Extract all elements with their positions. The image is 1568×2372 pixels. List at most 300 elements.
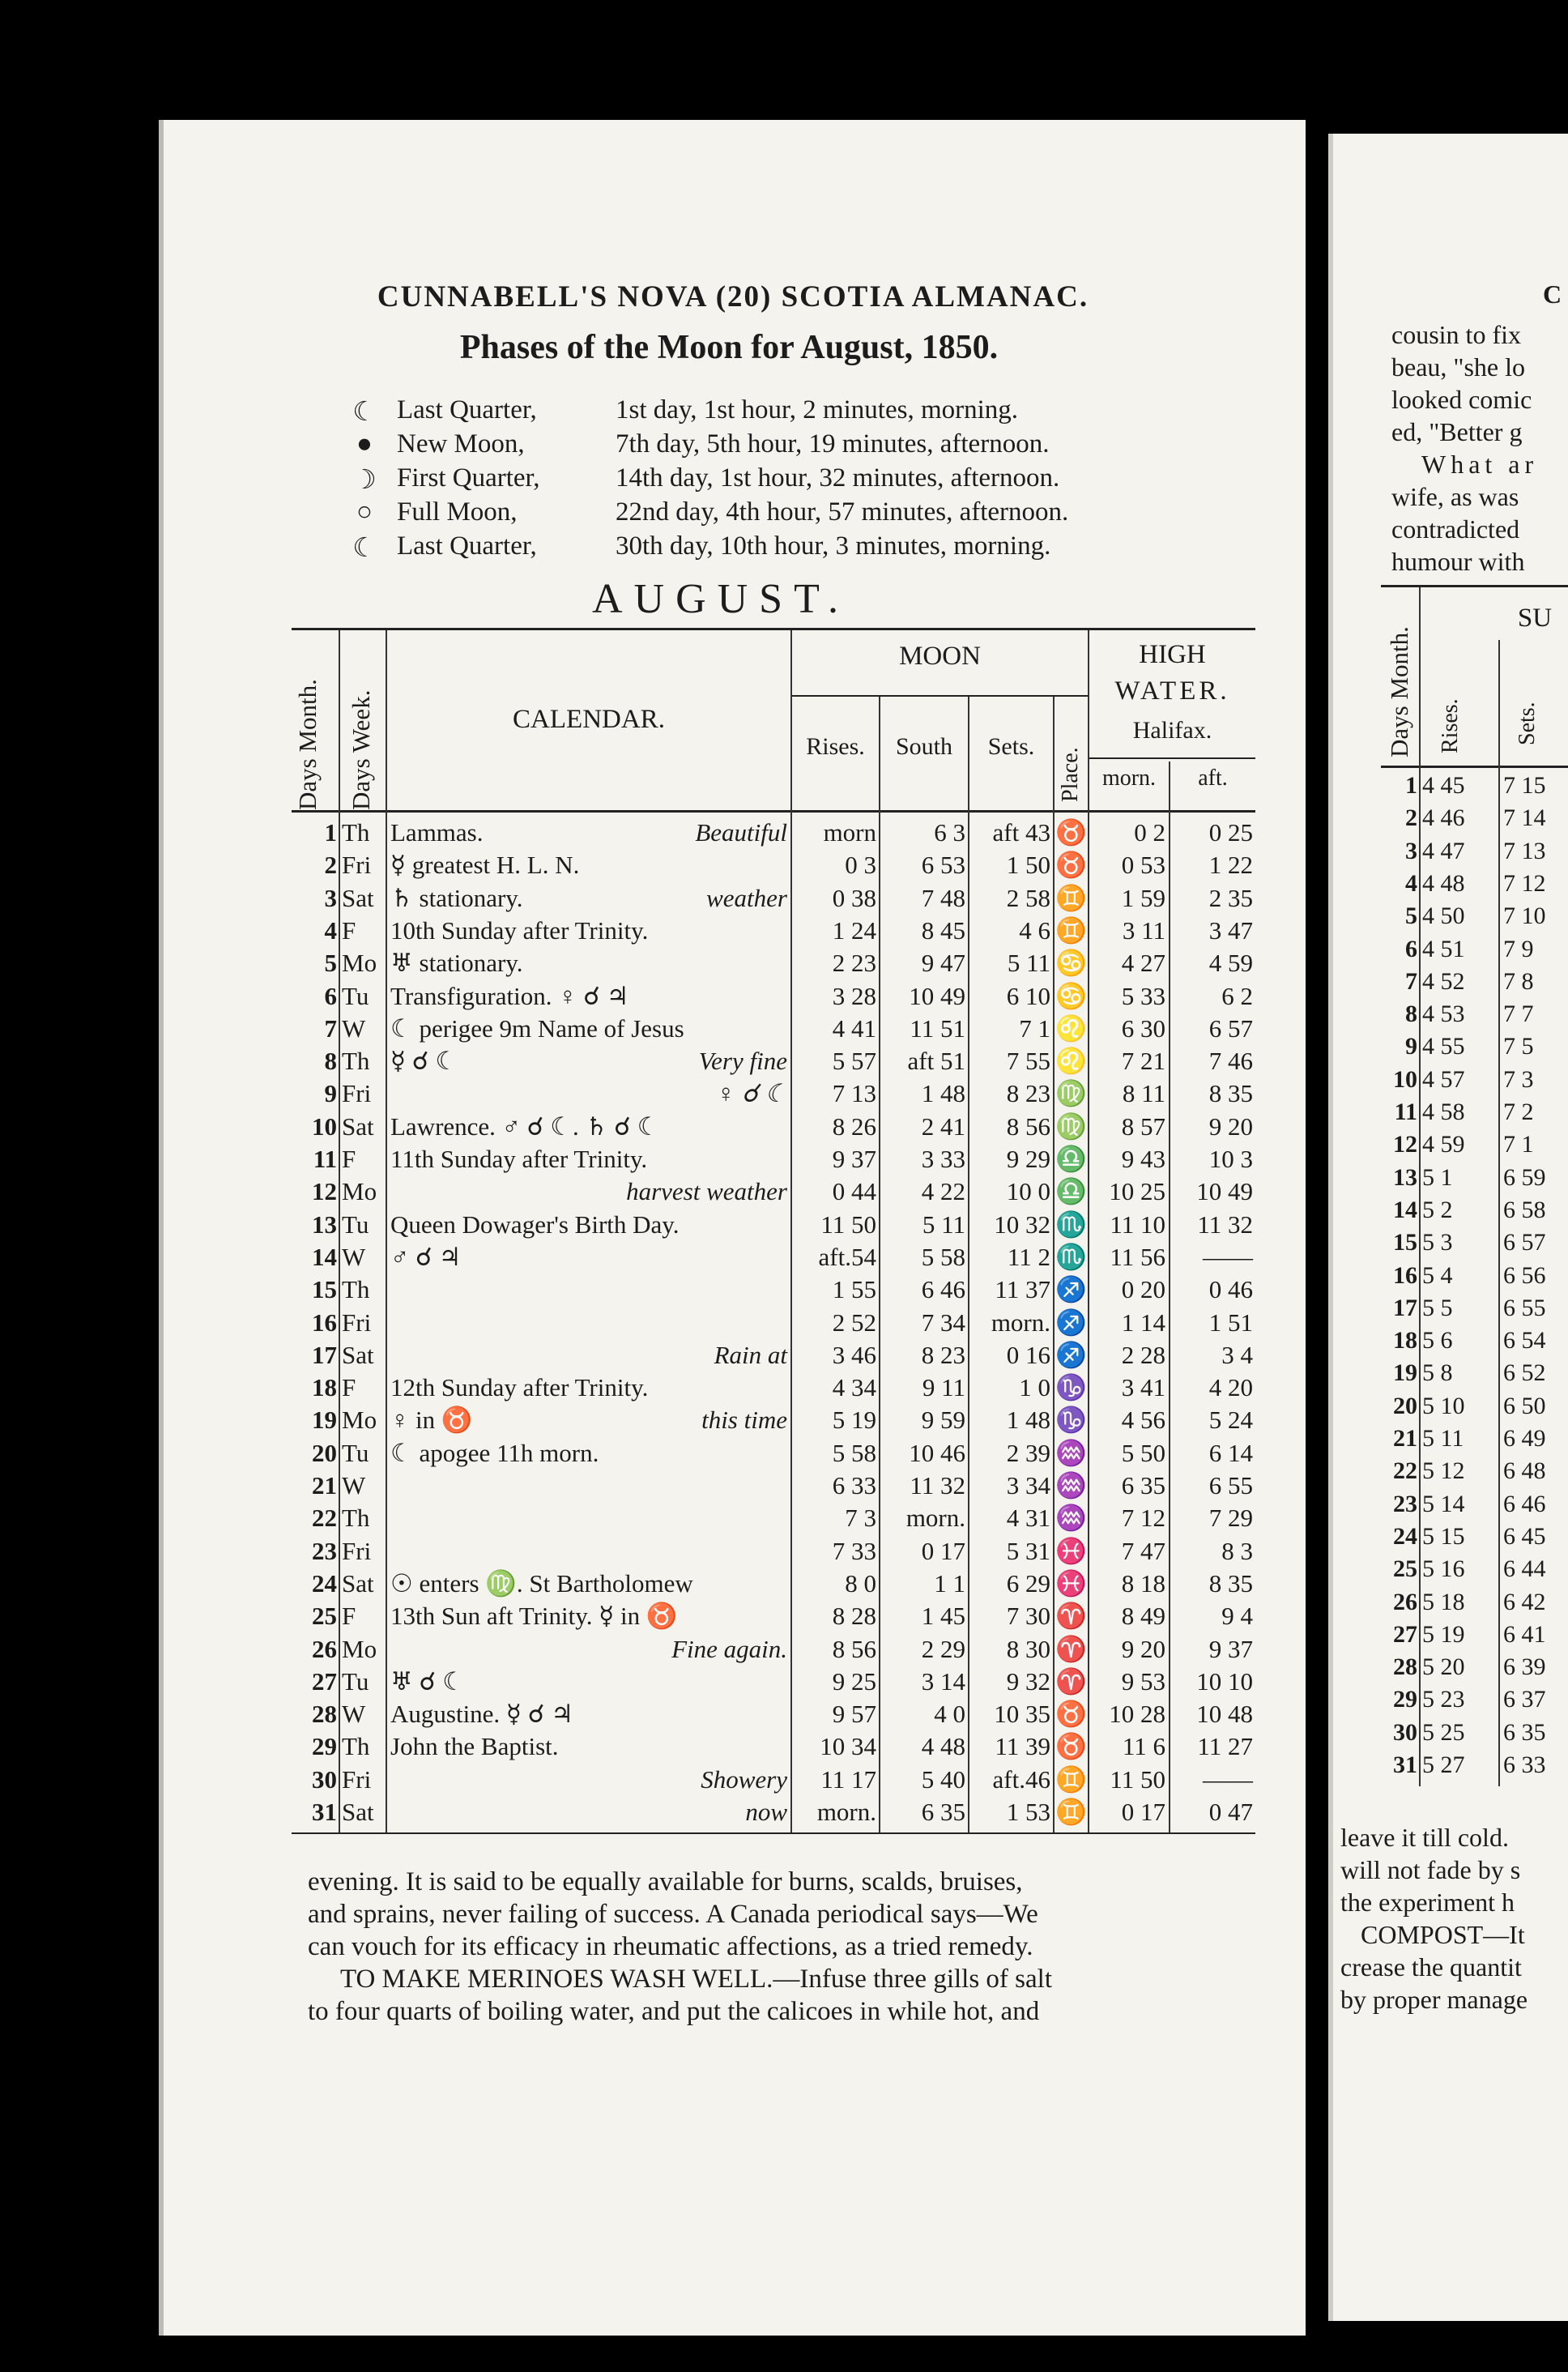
day-of-week: Mo xyxy=(342,949,377,978)
right-text-line: by proper manage xyxy=(1340,1985,1528,2014)
calendar-entry: 10th Sunday after Trinity. xyxy=(390,915,649,945)
high-water-morn: 0 53 xyxy=(1121,851,1165,880)
moon-rises: 8 56 xyxy=(832,1634,876,1663)
right-rises-header: Rises. xyxy=(1438,698,1463,753)
high-water-aft: 9 4 xyxy=(1221,1602,1253,1631)
calendar-entry: Augustine. ☿ ☌ ♃ xyxy=(390,1700,574,1729)
south-header: South xyxy=(895,733,953,760)
moon-place-sign: ♍ xyxy=(1055,1079,1087,1108)
sun-sets: 6 54 xyxy=(1503,1327,1546,1355)
calendar-entry: ♅ ☌ ☾ xyxy=(390,1666,465,1696)
moon-place-sign: ♎ xyxy=(1055,1177,1087,1206)
moon-rises: 9 37 xyxy=(832,1145,876,1173)
moon-south: 2 41 xyxy=(921,1111,965,1141)
high-water-morn: 8 49 xyxy=(1121,1602,1165,1631)
day-of-week: Fri xyxy=(342,1536,372,1565)
day-of-week: W xyxy=(342,1471,366,1500)
sun-rises: 4 50 xyxy=(1422,902,1465,930)
weather-note: harvest weather xyxy=(626,1177,787,1206)
right-day: 30 xyxy=(1393,1718,1417,1746)
right-day: 24 xyxy=(1393,1522,1417,1550)
sun-sets: 6 52 xyxy=(1503,1359,1546,1387)
moon-place-sign: ♏ xyxy=(1055,1209,1087,1239)
moon-place-sign: ♎ xyxy=(1055,1145,1087,1173)
moon-south: 9 11 xyxy=(922,1373,965,1402)
right-day: 2 xyxy=(1405,804,1417,832)
high-water-morn: 7 21 xyxy=(1121,1047,1165,1076)
last-quarter-icon: ☾ xyxy=(352,398,377,427)
moon-south: 7 34 xyxy=(921,1308,965,1337)
high-water-aft: 9 20 xyxy=(1208,1111,1253,1141)
moon-place-sign: ♊ xyxy=(1055,915,1087,945)
moon-south: 4 48 xyxy=(921,1732,965,1761)
sun-rises: 5 4 xyxy=(1422,1261,1453,1289)
high-water-aft: 10 3 xyxy=(1208,1145,1253,1173)
day-of-month: 28 xyxy=(312,1700,337,1729)
day-of-month: 29 xyxy=(312,1732,337,1761)
high-water-morn: 9 53 xyxy=(1121,1666,1165,1696)
moon-place-sign: ♒ xyxy=(1055,1438,1087,1467)
footer-line: evening. It is said to be equally available for burns, scalds, bruises, xyxy=(308,1867,1023,1896)
moon-sets: aft 43 xyxy=(992,818,1050,847)
moon-sets: 7 55 xyxy=(1006,1047,1050,1076)
sun-rises: 4 57 xyxy=(1422,1065,1465,1093)
moon-place-sign: ♓ xyxy=(1055,1568,1087,1598)
calendar-entry: ♅ stationary. xyxy=(390,949,523,978)
right-day: 19 xyxy=(1393,1359,1417,1387)
right-day: 11 xyxy=(1394,1099,1417,1125)
high-header: HIGH xyxy=(1139,640,1206,669)
moon-rises: 11 50 xyxy=(820,1209,876,1239)
month-title: AUGUST. xyxy=(591,576,850,622)
column-divider xyxy=(968,697,969,1832)
sun-sets: 7 8 xyxy=(1503,967,1534,995)
moon-place-sign: ♑ xyxy=(1055,1406,1087,1435)
calendar-entry: ☾ apogee 11h morn. xyxy=(390,1438,599,1467)
moon-south: 6 53 xyxy=(921,851,965,880)
right-text-line: looked comic xyxy=(1391,385,1532,414)
moon-south: 10 46 xyxy=(909,1438,965,1467)
moon-rises: 10 34 xyxy=(820,1732,876,1761)
high-water-morn: 11 10 xyxy=(1110,1209,1165,1239)
moon-sets: aft.46 xyxy=(992,1764,1050,1794)
moon-south: 11 51 xyxy=(910,1013,965,1043)
weather-note: Very fine xyxy=(698,1047,787,1076)
moon-rises: 8 28 xyxy=(832,1602,876,1631)
sun-rises: 5 23 xyxy=(1422,1686,1465,1713)
sun-rises: 5 2 xyxy=(1422,1196,1453,1223)
high-water-morn: 0 20 xyxy=(1121,1275,1165,1304)
day-of-month: 21 xyxy=(312,1471,337,1500)
moon-rises: 0 3 xyxy=(845,851,876,880)
moon-south: 6 46 xyxy=(921,1275,965,1304)
phase-name: Last Quarter, xyxy=(397,395,537,424)
moon-place-sign: ♉ xyxy=(1055,851,1087,880)
sun-rises: 4 53 xyxy=(1422,1000,1465,1028)
high-water-aft: 9 37 xyxy=(1208,1634,1253,1663)
day-of-week: Fri xyxy=(342,1079,372,1108)
moon-rises: 11 17 xyxy=(820,1764,876,1794)
day-of-month: 9 xyxy=(324,1079,337,1108)
high-water-morn: 5 50 xyxy=(1121,1438,1165,1467)
moon-rises: 3 46 xyxy=(832,1340,876,1369)
weather-note: Rain at xyxy=(714,1340,787,1369)
sun-rises: 4 55 xyxy=(1422,1033,1465,1060)
column-divider xyxy=(879,697,880,1832)
right-day: 29 xyxy=(1393,1686,1417,1713)
high-water-morn: 10 25 xyxy=(1109,1177,1165,1206)
moon-place-sign: ♈ xyxy=(1055,1634,1087,1663)
sun-rises: 4 45 xyxy=(1422,772,1465,799)
calendar-entry: ☉ enters ♍. St Bartholomew xyxy=(390,1568,693,1598)
sun-sets: 6 48 xyxy=(1503,1457,1546,1485)
right-text-line: contradicted xyxy=(1391,514,1520,544)
right-running-head: C xyxy=(1543,279,1562,309)
moon-sets: 1 53 xyxy=(1006,1798,1050,1826)
moon-south: morn. xyxy=(905,1504,965,1533)
moon-sets: 1 50 xyxy=(1006,851,1050,880)
sun-sets: 6 44 xyxy=(1503,1555,1546,1583)
moon-place-sign: ♓ xyxy=(1055,1536,1087,1565)
sun-sets: 6 39 xyxy=(1503,1653,1546,1681)
high-water-aft: 4 20 xyxy=(1208,1373,1253,1402)
moon-rises: 6 33 xyxy=(832,1471,876,1500)
right-day: 25 xyxy=(1393,1555,1417,1583)
phase-name: New Moon, xyxy=(397,429,525,459)
high-water-morn: 0 2 xyxy=(1134,818,1165,847)
day-of-month: 16 xyxy=(312,1308,337,1337)
high-water-morn: 10 28 xyxy=(1109,1700,1165,1729)
moon-sets: 2 58 xyxy=(1006,883,1050,912)
right-day: 26 xyxy=(1393,1588,1417,1615)
sun-rises: 5 20 xyxy=(1422,1653,1465,1681)
high-water-morn: 1 14 xyxy=(1121,1308,1165,1337)
sun-rises: 5 12 xyxy=(1422,1457,1465,1485)
moon-south: 1 45 xyxy=(921,1602,965,1631)
right-day: 4 xyxy=(1405,869,1417,897)
phase-time: 22nd day, 4th hour, 57 minutes, afternoon. xyxy=(616,497,1069,527)
high-water-morn: 0 17 xyxy=(1121,1798,1165,1826)
moon-rises: morn. xyxy=(816,1798,876,1826)
sun-sets: 6 49 xyxy=(1503,1425,1546,1452)
day-of-month: 23 xyxy=(312,1536,337,1565)
sun-rises: 5 15 xyxy=(1422,1522,1465,1550)
column-divider xyxy=(790,630,792,1832)
moon-rises: 7 13 xyxy=(832,1079,876,1108)
column-divider xyxy=(1169,762,1170,1832)
day-of-month: 13 xyxy=(312,1209,337,1239)
moon-rises: 0 44 xyxy=(832,1177,876,1206)
weather-note: Fine again. xyxy=(671,1634,787,1663)
day-of-week: Fri xyxy=(342,1764,372,1794)
moon-place-sign: ♐ xyxy=(1055,1275,1087,1304)
right-text-line: beau, "she lo xyxy=(1391,352,1526,382)
right-sets-header: Sets. xyxy=(1515,702,1540,745)
moon-place-sign: ♈ xyxy=(1055,1602,1087,1631)
moon-south: aft 51 xyxy=(907,1047,965,1076)
right-text-line: leave it till cold. xyxy=(1340,1823,1509,1852)
day-of-week: Sat xyxy=(342,1568,374,1598)
moon-rises: 4 34 xyxy=(832,1373,876,1402)
sun-rises: 4 52 xyxy=(1422,967,1465,995)
aft-header: aft. xyxy=(1198,766,1228,791)
day-of-week: F xyxy=(342,915,356,945)
table-header-rule xyxy=(292,810,1255,813)
moon-sets: 10 32 xyxy=(994,1209,1050,1239)
sun-sets: 6 37 xyxy=(1503,1686,1546,1713)
moon-sets: 7 1 xyxy=(1019,1013,1050,1043)
moon-rises: 5 58 xyxy=(832,1438,876,1467)
phase-time: 1st day, 1st hour, 2 minutes, morning. xyxy=(616,395,1019,424)
right-day: 13 xyxy=(1393,1163,1417,1191)
right-day: 12 xyxy=(1393,1131,1417,1158)
high-water-aft: 0 47 xyxy=(1208,1798,1253,1826)
day-of-month: 10 xyxy=(312,1111,337,1141)
place-header: Place. xyxy=(1058,747,1083,802)
right-day: 14 xyxy=(1393,1196,1417,1223)
moon-south: 0 17 xyxy=(921,1536,965,1565)
weather-note: weather xyxy=(706,883,787,912)
sun-sets: 7 5 xyxy=(1503,1033,1534,1060)
moon-south: 9 59 xyxy=(921,1406,965,1435)
right-day: 28 xyxy=(1393,1653,1417,1681)
footer-line: can vouch for its efficacy in rheumatic affections, as a tried remedy. xyxy=(308,1932,1033,1961)
moon-place-sign: ♐ xyxy=(1055,1308,1087,1337)
right-day: 3 xyxy=(1405,837,1417,864)
day-of-week: Mo xyxy=(342,1406,377,1435)
high-water-morn: 11 56 xyxy=(1110,1242,1165,1271)
right-text-line: ed, "Better g xyxy=(1391,417,1523,446)
day-of-week: Sat xyxy=(342,883,374,912)
moon-south: 10 49 xyxy=(909,981,965,1010)
moon-rises: 2 23 xyxy=(832,949,876,978)
right-column-divider xyxy=(1498,640,1500,1786)
day-of-month: 12 xyxy=(312,1177,337,1206)
day-of-week: F xyxy=(342,1145,356,1173)
halifax-header-rule xyxy=(1089,757,1255,759)
moon-sets: 0 16 xyxy=(1006,1340,1050,1369)
sun-rises: 5 11 xyxy=(1422,1425,1464,1452)
day-of-week: W xyxy=(342,1013,366,1043)
high-water-aft: 10 49 xyxy=(1196,1177,1253,1206)
high-water-morn: 4 27 xyxy=(1121,949,1165,978)
sun-rises: 4 47 xyxy=(1422,837,1465,864)
days-month-header: Days Month. xyxy=(293,679,322,810)
moon-sets: 1 48 xyxy=(1006,1406,1050,1435)
sun-rises: 4 48 xyxy=(1422,869,1465,897)
moon-sets: 4 6 xyxy=(1019,915,1050,945)
moon-rises: 1 55 xyxy=(832,1275,876,1304)
moon-south: 6 35 xyxy=(921,1798,965,1826)
moon-place-sign: ♊ xyxy=(1055,883,1087,912)
day-of-week: Th xyxy=(342,1275,370,1304)
right-table-top-rule xyxy=(1381,585,1568,587)
phase-name: First Quarter, xyxy=(397,463,540,493)
phase-name: Last Quarter, xyxy=(397,531,537,561)
last-quarter-icon: ☾ xyxy=(352,534,377,563)
sun-sets: 6 42 xyxy=(1503,1588,1546,1615)
day-of-month: 1 xyxy=(324,818,337,847)
day-of-week: Sat xyxy=(342,1798,374,1826)
weather-note: Showery xyxy=(701,1764,787,1794)
sun-sets: 6 50 xyxy=(1503,1392,1546,1419)
sun-rises: 5 8 xyxy=(1422,1359,1453,1387)
moon-south: 1 1 xyxy=(934,1568,965,1598)
moon-rises: 9 57 xyxy=(832,1700,876,1729)
calendar-entry: 13th Sun aft Trinity. ☿ in ♉ xyxy=(390,1602,678,1631)
day-of-week: Sat xyxy=(342,1111,374,1141)
high-water-aft: 5 24 xyxy=(1208,1406,1253,1435)
sun-rises: 5 1 xyxy=(1422,1163,1453,1191)
sun-rises: 4 51 xyxy=(1422,935,1465,962)
moon-sets: 11 39 xyxy=(995,1732,1050,1761)
high-water-aft: 6 14 xyxy=(1208,1438,1253,1467)
calendar-entry: ☿ greatest H. L. N. xyxy=(390,851,580,880)
phase-time: 30th day, 10th hour, 3 minutes, morning. xyxy=(616,531,1051,561)
day-of-week: Fri xyxy=(342,1308,372,1337)
weather-note: this time xyxy=(701,1406,787,1435)
right-day: 18 xyxy=(1393,1327,1417,1355)
moon-place-sign: ♉ xyxy=(1055,1732,1087,1761)
moon-sets: 8 56 xyxy=(1006,1111,1050,1141)
sun-sets: 6 55 xyxy=(1503,1294,1546,1321)
day-of-week: Tu xyxy=(342,1209,369,1239)
sun-rises: 5 18 xyxy=(1422,1588,1465,1615)
high-water-morn: 11 50 xyxy=(1110,1764,1165,1794)
high-water-morn: 8 18 xyxy=(1121,1568,1165,1598)
sun-sets: 7 1 xyxy=(1503,1131,1534,1158)
right-column-divider xyxy=(1419,587,1421,1786)
sun-sets: 6 56 xyxy=(1503,1261,1546,1289)
moon-sets: 6 29 xyxy=(1006,1568,1050,1598)
moon-header: MOON xyxy=(899,642,981,671)
sun-sets: 7 10 xyxy=(1503,902,1546,930)
right-day: 23 xyxy=(1393,1490,1417,1517)
day-of-month: 27 xyxy=(312,1666,337,1696)
sun-sets: 6 33 xyxy=(1503,1751,1546,1778)
day-of-week: Fri xyxy=(342,851,372,880)
moon-sets: 1 0 xyxy=(1019,1373,1050,1402)
sun-rises: 4 46 xyxy=(1422,804,1465,832)
moon-sets: 9 32 xyxy=(1006,1666,1050,1696)
right-text-line: the experiment h xyxy=(1340,1888,1515,1917)
moon-rises: 3 28 xyxy=(832,981,876,1010)
column-divider xyxy=(1088,630,1089,1832)
new-moon-icon: ● xyxy=(356,429,373,459)
moon-sets: 9 29 xyxy=(1006,1145,1050,1173)
high-water-morn: 4 56 xyxy=(1121,1406,1165,1435)
high-water-morn: 1 59 xyxy=(1121,883,1165,912)
day-of-month: 26 xyxy=(312,1634,337,1663)
table-bottom-rule xyxy=(292,1832,1255,1834)
column-divider xyxy=(386,630,387,1832)
first-quarter-icon: ☽ xyxy=(352,466,377,495)
moon-south: 7 48 xyxy=(921,883,965,912)
moon-sets: 3 34 xyxy=(1006,1471,1050,1500)
high-water-morn: 5 33 xyxy=(1121,981,1165,1010)
sun-sets: 7 14 xyxy=(1503,804,1546,832)
calendar-header: CALENDAR. xyxy=(513,705,665,734)
high-water-morn: 3 41 xyxy=(1121,1373,1165,1402)
right-text-line: COMPOST—It xyxy=(1361,1920,1525,1949)
sun-rises: 5 5 xyxy=(1422,1294,1453,1321)
moon-rises: 8 26 xyxy=(832,1111,876,1141)
sun-rises: 5 16 xyxy=(1422,1555,1465,1583)
moon-place-sign: ♍ xyxy=(1055,1111,1087,1141)
moon-sets: 4 31 xyxy=(1006,1504,1050,1533)
running-head: CUNNABELL'S NOVA (20) SCOTIA ALMANAC. xyxy=(377,280,1089,314)
right-text-line: humour with xyxy=(1391,547,1525,576)
moon-sets: morn. xyxy=(991,1308,1050,1337)
sun-sets: 7 15 xyxy=(1503,772,1546,799)
sun-sets: 6 35 xyxy=(1503,1718,1546,1746)
right-sun-header: SU xyxy=(1517,604,1553,633)
day-of-week: W xyxy=(342,1700,366,1729)
days-week-header: Days Week. xyxy=(347,689,375,810)
right-text-line: wife, as was xyxy=(1391,482,1519,511)
high-water-aft: 2 35 xyxy=(1208,883,1253,912)
right-day: 1 xyxy=(1405,772,1417,799)
moon-south: 9 47 xyxy=(921,949,965,978)
moon-place-sign: ♊ xyxy=(1055,1764,1087,1794)
day-of-week: Th xyxy=(342,1047,370,1076)
calendar-entry: Lawrence. ♂ ☌ ☾. ♄ ☌ ☾ xyxy=(390,1111,660,1141)
right-day: 20 xyxy=(1393,1392,1417,1419)
calendar-entry: ☾ perigee 9m Name of Jesus xyxy=(390,1013,684,1043)
moon-place-sign: ♌ xyxy=(1055,1013,1087,1043)
moon-rises: 2 52 xyxy=(832,1308,876,1337)
day-of-week: Th xyxy=(342,1504,370,1533)
moon-south: 11 32 xyxy=(910,1471,965,1500)
high-water-aft: 8 35 xyxy=(1208,1079,1253,1108)
moon-rises: 7 33 xyxy=(832,1536,876,1565)
sun-sets: 6 57 xyxy=(1503,1229,1546,1256)
high-water-aft: 6 55 xyxy=(1208,1471,1253,1500)
high-water-aft: 11 32 xyxy=(1197,1209,1253,1239)
day-of-month: 20 xyxy=(312,1438,337,1467)
day-of-month: 3 xyxy=(324,883,337,912)
day-of-month: 5 xyxy=(324,949,337,978)
day-of-week: Tu xyxy=(342,1666,369,1696)
column-divider xyxy=(339,630,340,1832)
footer-line: to four quarts of boiling water, and put the calicoes in while hot, and xyxy=(308,1997,1040,2026)
day-of-week: Th xyxy=(342,1732,370,1761)
moon-sets: 2 39 xyxy=(1006,1438,1050,1467)
day-of-month: 24 xyxy=(312,1568,337,1598)
high-water-aft: 6 2 xyxy=(1221,981,1253,1010)
day-of-month: 14 xyxy=(312,1242,337,1271)
high-water-morn: 6 35 xyxy=(1121,1471,1165,1500)
day-of-month: 31 xyxy=(312,1798,337,1826)
sets-header: Sets. xyxy=(987,733,1035,760)
high-water-aft: 3 4 xyxy=(1221,1340,1253,1369)
day-of-month: 17 xyxy=(312,1340,337,1369)
high-water-morn: 9 43 xyxy=(1121,1145,1165,1173)
high-water-morn: 7 47 xyxy=(1121,1536,1165,1565)
moon-south: 3 33 xyxy=(921,1145,965,1173)
moon-sets: 6 10 xyxy=(1006,981,1050,1010)
moon-south: 8 45 xyxy=(921,915,965,945)
phase-time: 7th day, 5th hour, 19 minutes, afternoon. xyxy=(616,429,1050,459)
moon-place-sign: ♒ xyxy=(1055,1504,1087,1533)
sun-rises: 4 59 xyxy=(1422,1131,1465,1158)
footer-line: TO MAKE MERINOES WASH WELL.—Infuse three gills of salt xyxy=(340,1965,1052,1994)
day-of-month: 2 xyxy=(324,851,337,880)
sun-sets: 6 41 xyxy=(1503,1620,1546,1648)
right-day: 9 xyxy=(1405,1033,1417,1060)
sun-sets: 7 13 xyxy=(1503,837,1546,864)
moon-sets: 8 30 xyxy=(1006,1634,1050,1663)
